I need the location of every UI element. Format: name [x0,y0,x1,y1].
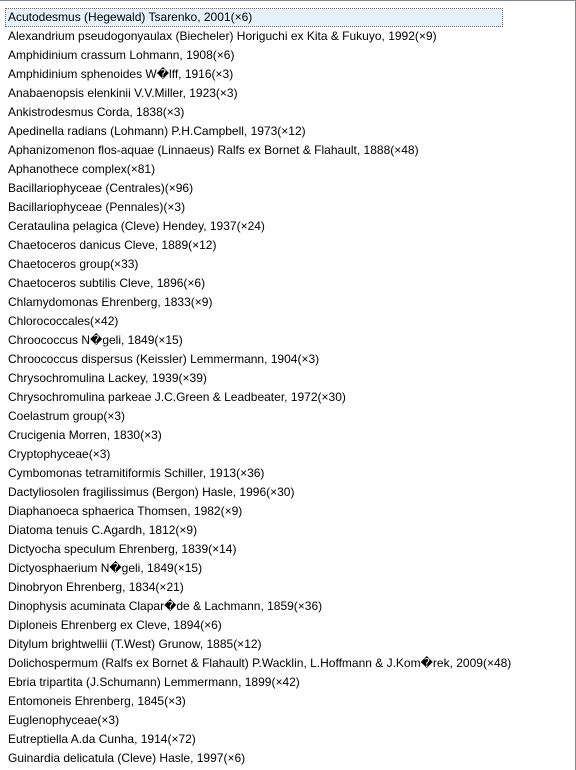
list-item[interactable]: Chroococcus N�geli, 1849(×15) [8,333,183,347]
list-item[interactable]: Anabaenopsis elenkinii V.V.Miller, 1923(×3) [8,86,238,100]
list-item[interactable]: Cymbomonas tetramitiformis Schiller, 1913(×36) [8,466,265,480]
list-item[interactable]: Chlamydomonas Ehrenberg, 1833(×9) [8,295,213,309]
list-item[interactable]: Apedinella radians (Lohmann) P.H.Campbell, 1973(×12) [8,124,306,138]
list-item[interactable]: Chlorococcales(×42) [8,314,119,328]
list-item[interactable]: Bacillariophyceae (Pennales)(×3) [8,200,186,214]
list-item[interactable]: Dolichospermum (Ralfs ex Bornet & Flahault) P.Wacklin, L.Hoffmann & J.Kom�rek, 2009(×48) [8,656,512,670]
list-item[interactable]: Diaphanoeca sphaerica Thomsen, 1982(×9) [8,504,243,518]
list-item[interactable]: Dictyosphaerium N�geli, 1849(×15) [8,561,203,575]
list-item[interactable]: Ankistrodesmus Corda, 1838(×3) [8,105,185,119]
list-item[interactable]: Chrysochromulina Lackey, 1939(×39) [8,371,207,385]
list-item[interactable]: Amphidinium sphenoides W�lff, 1916(×3) [8,67,234,81]
list-item[interactable]: Aphanothece complex(×81) [8,162,156,176]
list-item[interactable]: Amphidinium crassum Lohmann, 1908(×6) [8,48,235,62]
list-item[interactable]: Dinophysis acuminata Clapar�de & Lachmann, 1859(×36) [8,599,323,613]
species-list [5,8,575,768]
list-item[interactable]: Entomoneis Ehrenberg, 1845(×3) [8,694,186,708]
list-item[interactable]: Dictyocha speculum Ehrenberg, 1839(×14) [8,542,237,556]
list-item[interactable]: Dactyliosolen fragilissimus (Bergon) Hasle, 1996(×30) [8,485,295,499]
list-item[interactable]: Coelastrum group(×3) [8,409,126,423]
list-item[interactable]: Acutodesmus (Hegewald) Tsarenko, 2001(×6) [5,8,503,27]
list-item[interactable]: Guinardia delicatula (Cleve) Hasle, 1997(×6) [8,751,246,765]
list-item[interactable]: Chaetoceros danicus Cleve, 1889(×12) [8,238,217,252]
list-item[interactable]: Diploneis Ehrenberg ex Cleve, 1894(×6) [8,618,222,632]
list-item[interactable]: Cryptophyceae(×3) [8,447,111,461]
list-item[interactable]: Chrysochromulina parkeae J.C.Green & Leadbeater, 1972(×30) [8,390,346,404]
list-item[interactable]: Chroococcus dispersus (Keissler) Lemmermann, 1904(×3) [8,352,320,366]
list-item[interactable]: Euglenophyceae(×3) [8,713,120,727]
list-item[interactable]: Chaetoceros subtilis Cleve, 1896(×6) [8,276,206,290]
list-item[interactable]: Aphanizomenon flos-aquae (Linnaeus) Ralfs ex Bornet & Flahault, 1888(×48) [8,143,419,157]
list-item[interactable]: Bacillariophyceae (Centrales)(×96) [8,181,194,195]
list-item[interactable]: Eutreptiella A.da Cunha, 1914(×72) [8,732,196,746]
list-item[interactable]: Ebria tripartita (J.Schumann) Lemmermann, 1899(×42) [8,675,300,689]
list-item[interactable]: Dinobryon Ehrenberg, 1834(×21) [8,580,184,594]
list-item[interactable]: Diatoma tenuis C.Agardh, 1812(×9) [8,523,198,537]
list-item[interactable]: Crucigenia Morren, 1830(×3) [8,428,162,442]
list-item[interactable]: Alexandrium pseudogonyaulax (Biecheler) Horiguchi ex Kita & Fukuyo, 1992(×9) [8,29,437,43]
list-item[interactable]: Chaetoceros group(×33) [8,257,139,271]
list-item[interactable]: Ditylum brightwellii (T.West) Grunow, 1885(×12) [8,637,262,651]
list-item[interactable]: Cerataulina pelagica (Cleve) Hendey, 1937(×24) [8,219,265,233]
